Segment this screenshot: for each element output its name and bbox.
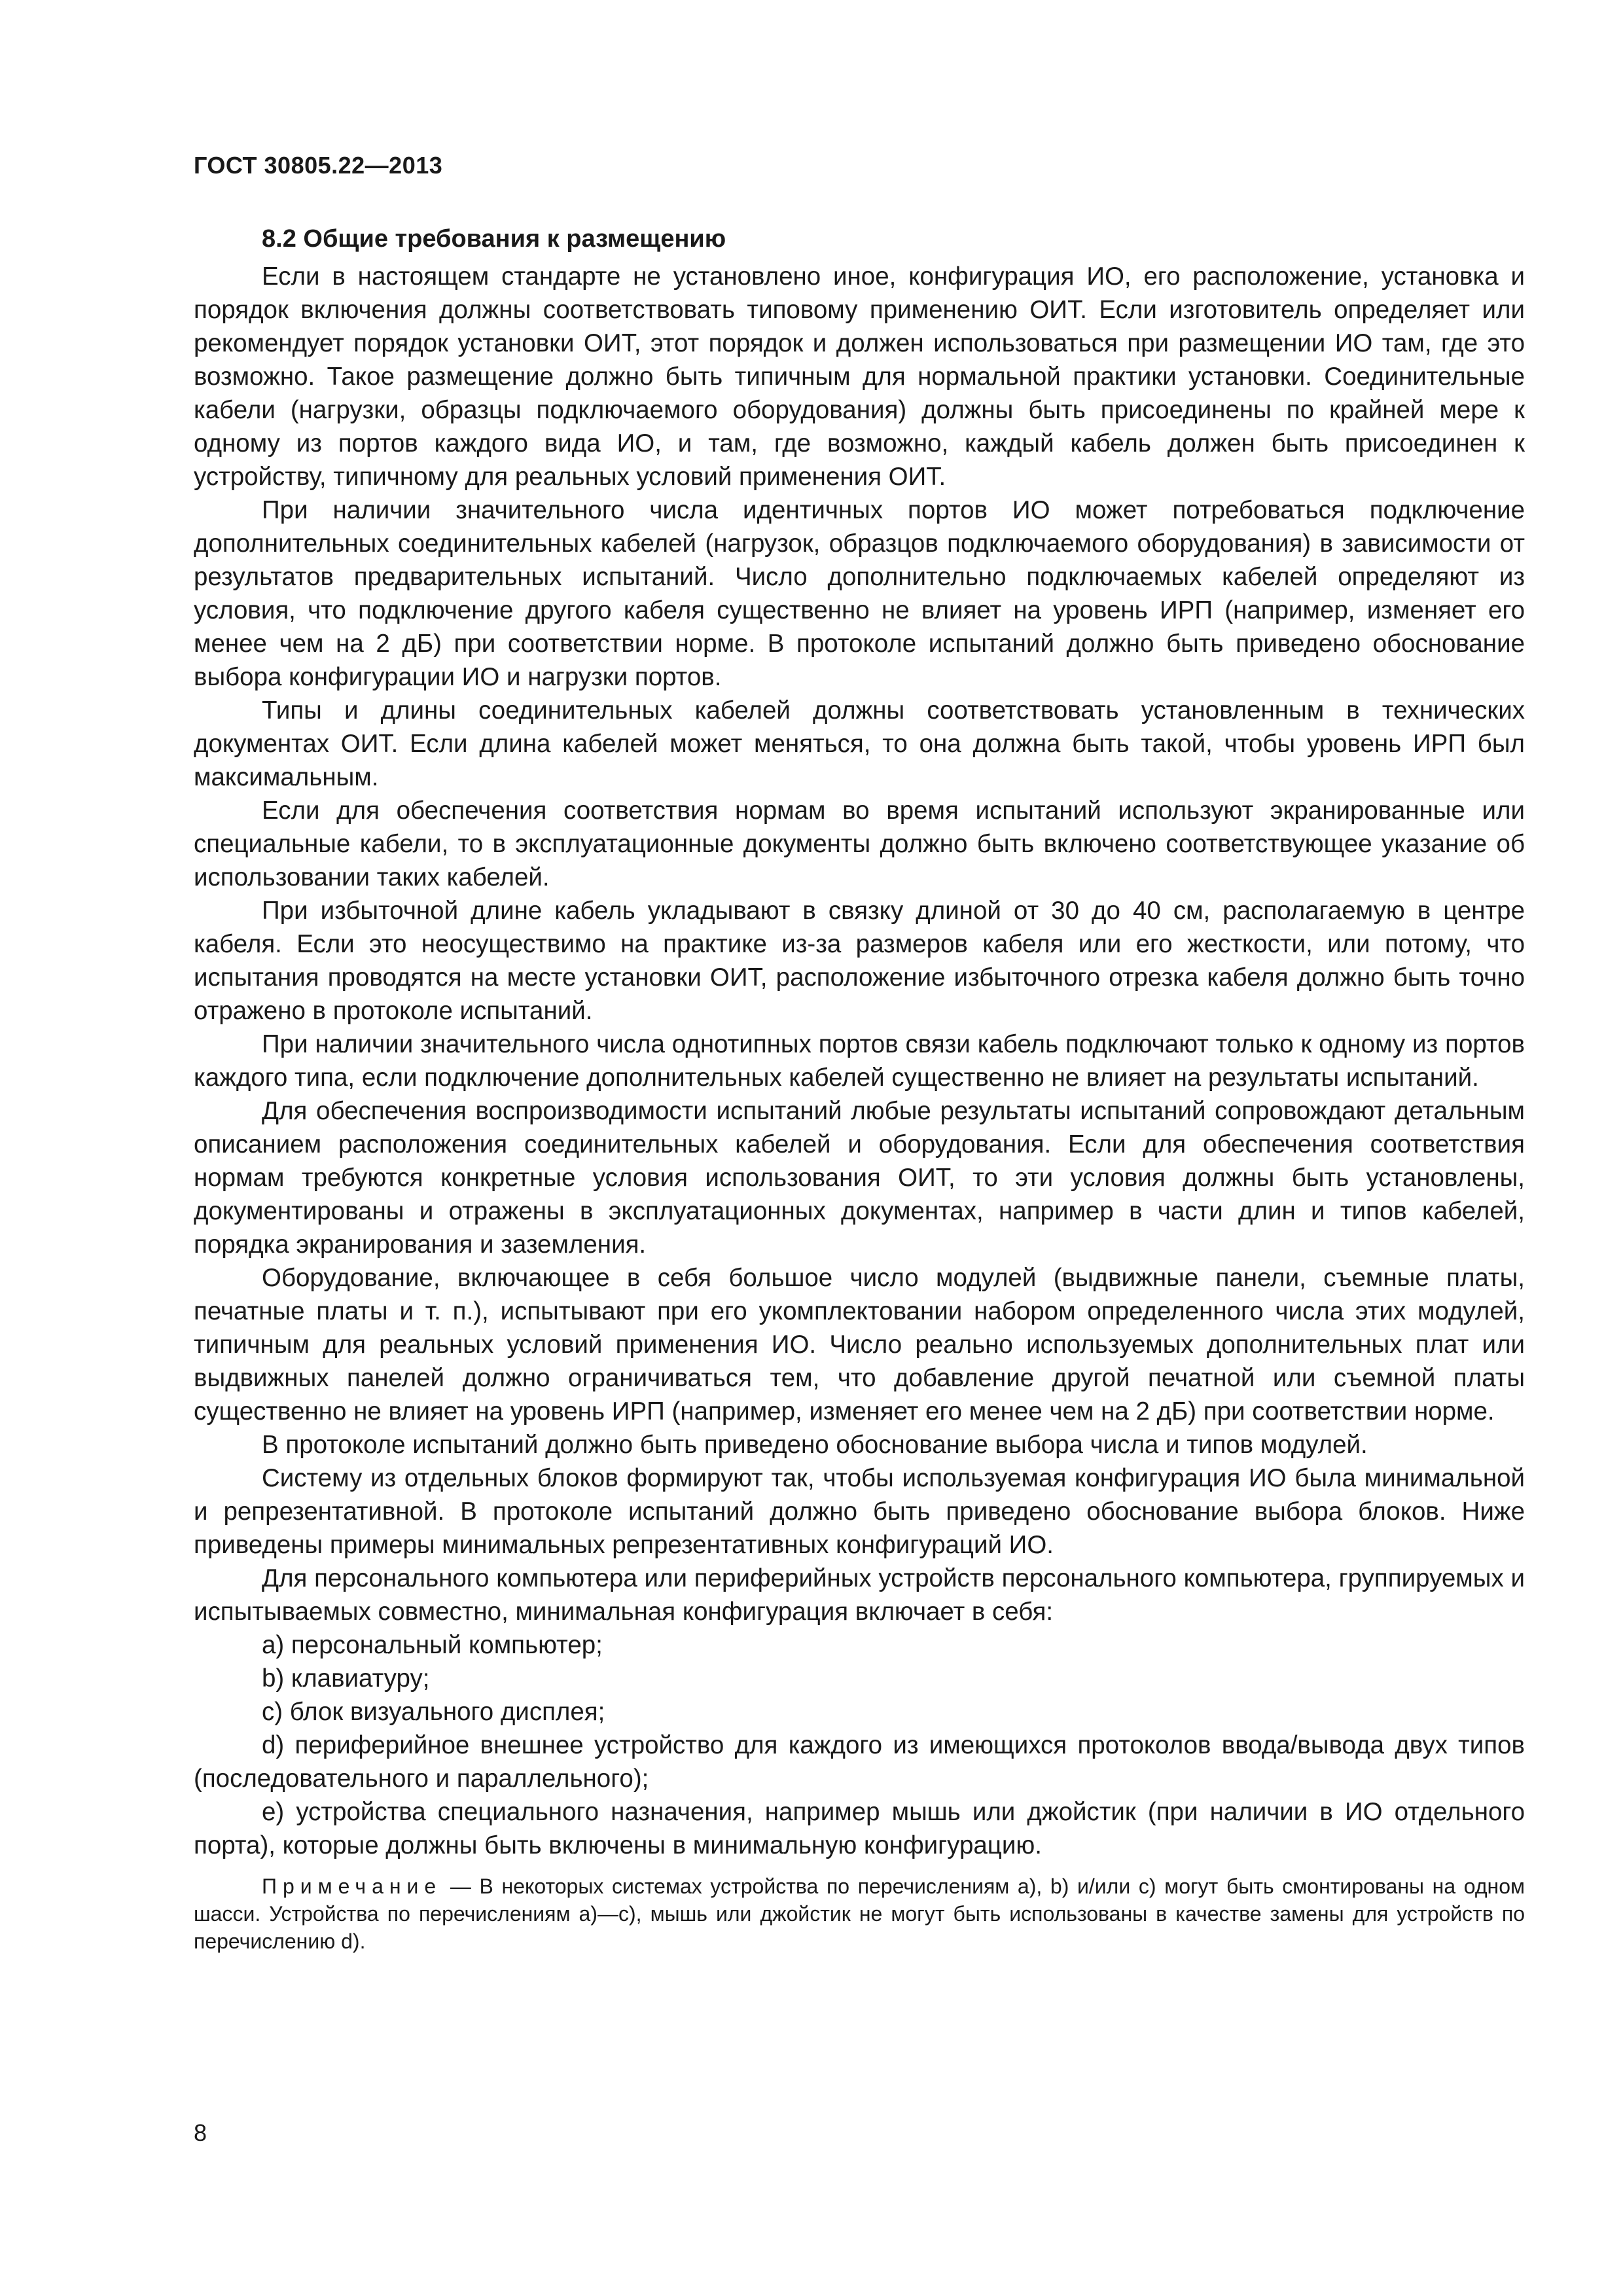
list-item: c) блок визуального дисплея; [262, 1698, 605, 1726]
paragraph: Для обеспечения воспроизводимости испытаний любые результаты испытаний сопровождают детальным описанием расположения соединительных кабелей и оборудования. Если для обеспечения соответствия нормам требуются конкретные условия использования ОИТ, то эти условия должны быть установлены, документированы и отражены в эксплуатационных документах, например в части длин и типов кабелей, порядка экранирования и заземления. [194, 1097, 1525, 1259]
list-item: b) клавиатуру; [262, 1664, 430, 1693]
document-body [194, 223, 1525, 1955]
paragraph: При избыточной длине кабель укладывают в связку длиной от 30 до 40 см, располагаемую в центре кабеля. Если это неосуществимо на практике из-за размеров кабеля или его жесткости, или потому, что испытания проводятся на месте установки ОИТ, расположение избыточного отрезка кабеля должно быть точно отражено в протоколе испытаний. [194, 897, 1525, 1025]
paragraph: При наличии значительного числа однотипных портов связи кабель подключают только к одному из портов каждого типа, если подключение дополнительных кабелей существенно не влияет на результаты испытаний. [194, 1030, 1525, 1092]
list-item: d) периферийное внешнее устройство для каждого из имеющихся протоколов ввода/вывода двух типов (последовательного и параллельного); [194, 1731, 1525, 1793]
paragraph: Для персонального компьютера или периферийных устройств персонального компьютера, группируемых и испытываемых совместно, минимальная конфигурация включает в себя: [194, 1564, 1525, 1626]
paragraph: Систему из отдельных блоков формируют так, чтобы используемая конфигурация ИО была минимальной и репрезентативной. В протоколе испытаний должно быть приведено обоснование выбора блоков. Ниже приведены примеры минимальных репрезентативных конфигураций ИО. [194, 1464, 1525, 1559]
note-text: — В некоторых системах устройства по перечислениям a), b) и/или c) могут быть смонтированы на одном шасси. Устройства по перечислениям a)—c), мышь или джойстик не могут быть использованы в качестве замены для устройств по перечислению d). [194, 1874, 1525, 1953]
page-number: 8 [194, 2119, 207, 2146]
paragraph: Типы и длины соединительных кабелей должны соответствовать установленным в технических документах ОИТ. Если длина кабелей может меняться, то она должна быть такой, чтобы уровень ИРП был максимальным. [194, 696, 1525, 791]
document-header: ГОСТ 30805.22—2013 [194, 152, 443, 179]
paragraph: Оборудование, включающее в себя большое число модулей (выдвижные панели, съемные платы, печатные платы и т. п.), испытывают при его укомплектовании набором определенного числа этих модулей, типичным для реальных условий применения ИО. Число реально используемых дополнительных плат или выдвижных панелей должно ограничиваться тем, что добавление другой печатной или съемной платы существенно не влияет на уровень ИРП (например, изменяет его менее чем на 2 дБ) при соответствии норме. [194, 1264, 1525, 1426]
paragraph: В протоколе испытаний должно быть приведено обоснование выбора числа и типов модулей. [262, 1431, 1368, 1459]
section-title: 8.2 Общие требования к размещению [262, 225, 726, 253]
list-item: a) персональный компьютер; [262, 1631, 603, 1659]
paragraph: Если для обеспечения соответствия нормам во время испытаний используют экранированные или специальные кабели, то в эксплуатационные документы должно быть включено соответствующее указание об использовании таких кабелей. [194, 797, 1525, 891]
paragraph: При наличии значительного числа идентичных портов ИО может потребоваться подключение дополнительных соединительных кабелей (нагрузок, образцов подключаемого оборудования) в зависимости от результатов предварительных испытаний. Число дополнительно подключаемых кабелей определяют из условия, что подключение другого кабеля существенно не влияет на уровень ИРП (например, изменяет его менее чем на 2 дБ) при соответствии норме. В протоколе испытаний должно быть приведено обоснование выбора конфигурации ИО и нагрузки портов. [194, 496, 1525, 691]
note [194, 1873, 1525, 1955]
note-label: Примечание [262, 1874, 442, 1898]
paragraph: Если в настоящем стандарте не установлено иное, конфигурация ИО, его расположение, установка и порядок включения должны соответствовать типовому применению ОИТ. Если изготовитель определяет или рекомендует порядок установки ОИТ, этот порядок и должен использоваться при размещении ИО там, где это возможно. Такое размещение должно быть типичным для нормальной практики установки. Соединительные кабели (нагрузки, образцы подключаемого оборудования) должны быть присоединены по крайней мере к одному из портов каждого вида ИО, и там, где возможно, каждый кабель должен быть присоединен к устройству, типичному для реальных условий применения ОИТ. [194, 262, 1525, 491]
list-item: e) устройства специального назначения, например мышь или джойстик (при наличии в ИО отдельного порта), которые должны быть включены в минимальную конфигурацию. [194, 1798, 1525, 1859]
